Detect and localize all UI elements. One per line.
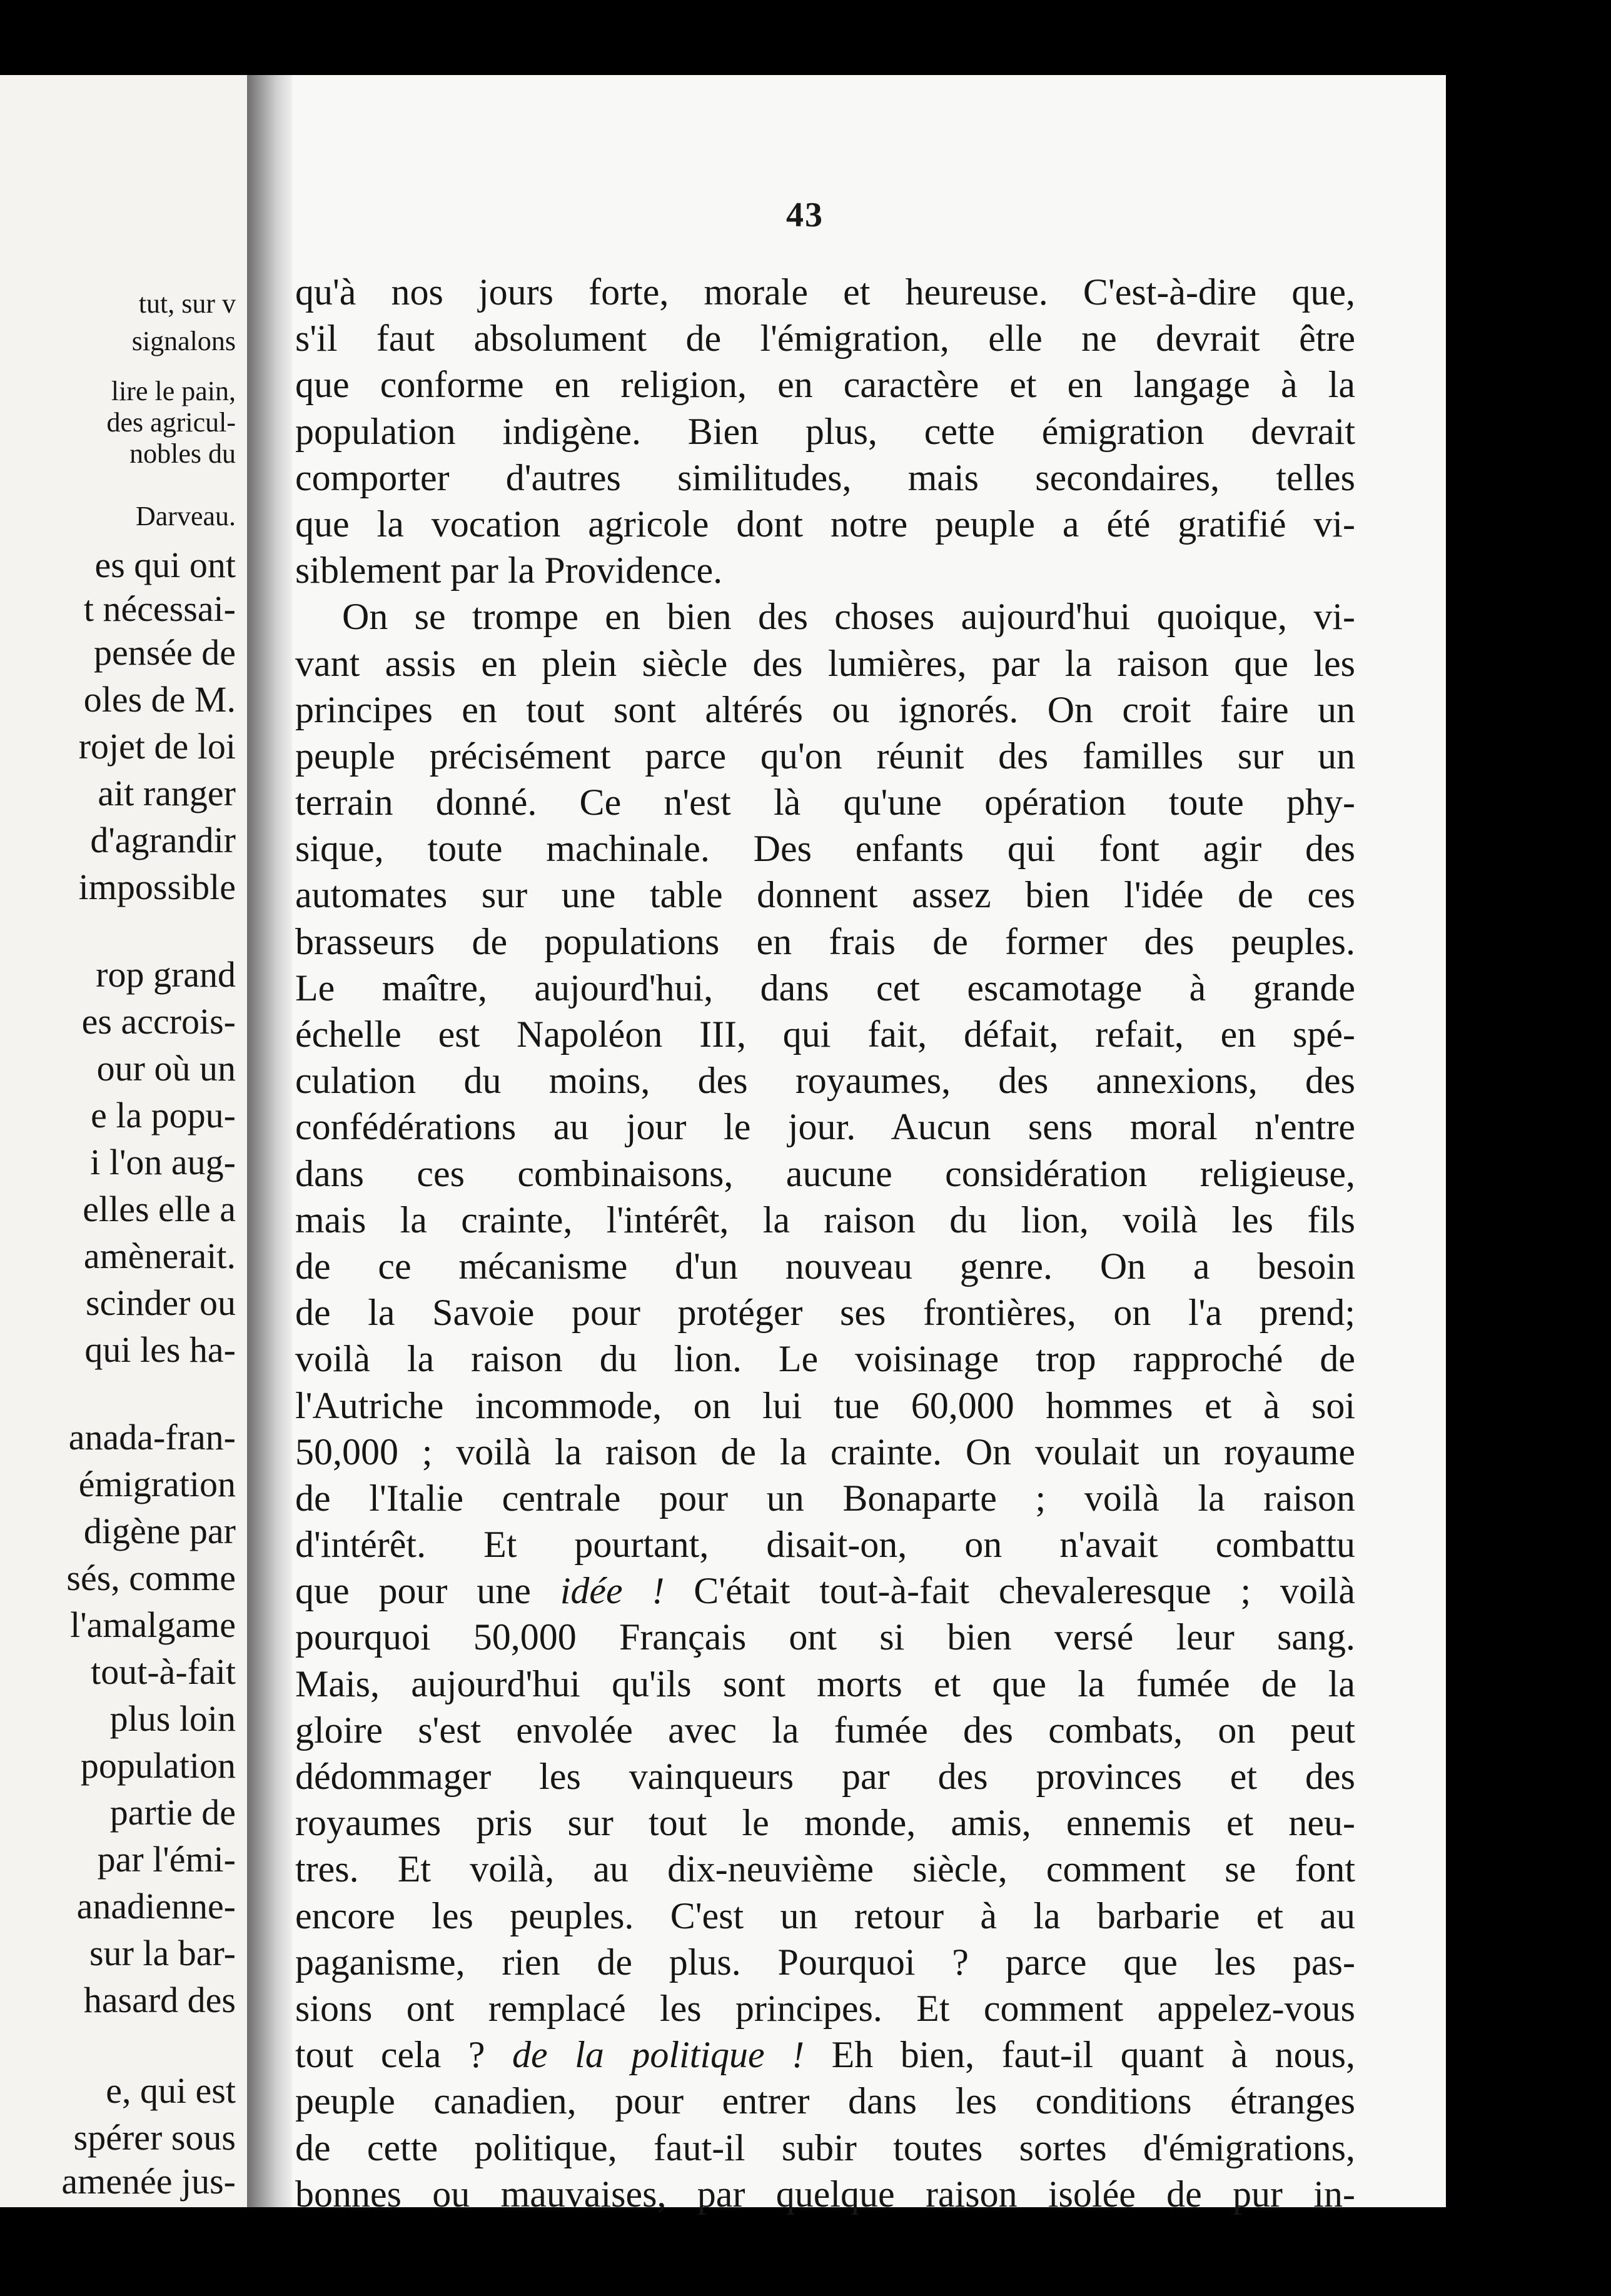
text-line: On se trompe en bien des choses aujourd'hui quoique, vi- bbox=[342, 596, 1355, 638]
left-page-fragment: i l'on aug- bbox=[90, 1142, 236, 1182]
text-line: pourquoi 50,000 Français ont si bien versé leur sang. bbox=[295, 1616, 1355, 1658]
left-page-fragment: émigration bbox=[78, 1464, 236, 1504]
text-line bbox=[295, 1568, 1355, 1614]
left-page-fragment: lire le pain, bbox=[111, 376, 236, 406]
text-line: brasseurs de populations en frais de former des peuples. bbox=[295, 920, 1355, 962]
text-line: bonnes ou mauvaises, par quelque raison isolée de pur in- bbox=[295, 2173, 1355, 2215]
left-page-fragment: population bbox=[80, 1745, 236, 1786]
left-page-fragment: es accrois- bbox=[81, 1001, 236, 1042]
left-page-fragment: tout-à-fait bbox=[91, 1651, 236, 1692]
left-page-fragment: e la popu- bbox=[91, 1095, 236, 1135]
left-page-fragment: digène par bbox=[83, 1511, 236, 1551]
left-page-fragment: qui les ha- bbox=[84, 1329, 236, 1370]
text-line: que la vocation agricole dont notre peuple a été gratifié vi- bbox=[295, 503, 1355, 545]
left-page-fragment: nobles du bbox=[129, 438, 236, 469]
left-page-fragment: des agricul- bbox=[106, 407, 236, 438]
left-page-fragment: sur la bar- bbox=[89, 1933, 236, 1973]
text-segment: tout cela ? bbox=[295, 2034, 513, 2076]
text-line: tres. Et voilà, au dix-neuvième siècle, comment se font bbox=[295, 1848, 1355, 1890]
left-page-fragment: tut, sur v bbox=[138, 288, 236, 319]
text-line: royaumes pris sur tout le monde, amis, ennemis et neu- bbox=[295, 1802, 1355, 1844]
text-line: dans ces combinaisons, aucune considération religieuse, bbox=[295, 1152, 1355, 1194]
text-line: Le maître, aujourd'hui, dans cet escamotage à grande bbox=[295, 967, 1355, 1009]
left-page-fragment: rop grand bbox=[96, 954, 236, 995]
text-line: vant assis en plein siècle des lumières, par la raison que les bbox=[295, 642, 1355, 684]
page-number: 43 bbox=[786, 196, 824, 234]
book-gutter bbox=[247, 75, 292, 2207]
left-page-fragment: anadienne- bbox=[76, 1886, 236, 1926]
left-page-fragment: elles elle a bbox=[83, 1189, 236, 1229]
text-segment: Eh bien, faut-il quant à nous, bbox=[804, 2034, 1355, 2076]
left-page-fragment: par l'émi- bbox=[97, 1839, 236, 1880]
text-line: que conforme en religion, en caractère et en langage à la bbox=[295, 364, 1355, 406]
body-text bbox=[295, 269, 1355, 2217]
text-line: Mais, aujourd'hui qu'ils sont morts et que la fumée de la bbox=[295, 1663, 1355, 1704]
text-line: automates sur une table donnent assez bien l'idée de ces bbox=[295, 874, 1355, 916]
left-page-fragment: es qui ont bbox=[94, 545, 236, 585]
left-page-edge bbox=[0, 75, 247, 2207]
left-page-fragment: amènerait. bbox=[83, 1236, 236, 1276]
text-line: comporter d'autres similitudes, mais secondaires, telles bbox=[295, 456, 1355, 498]
left-page-fragment: d'agrandir bbox=[90, 820, 236, 860]
text-line: siblement par la Providence. bbox=[295, 550, 723, 592]
italic-phrase: idée ! bbox=[560, 1570, 665, 1612]
left-page-fragment: oles de M. bbox=[83, 679, 236, 720]
text-line: échelle est Napoléon III, qui fait, défait, refait, en spé- bbox=[295, 1014, 1355, 1055]
text-segment: que pour une bbox=[295, 1570, 560, 1612]
text-line: voilà la raison du lion. Le voisinage trop rapproché de bbox=[295, 1338, 1355, 1380]
text-line: peuple canadien, pour entrer dans les conditions étranges bbox=[295, 2080, 1355, 2122]
text-line: sions ont remplacé les principes. Et comment appelez-vous bbox=[295, 1987, 1355, 2029]
text-line: l'Autriche incommode, on lui tue 60,000 hommes et à soi bbox=[295, 1384, 1355, 1426]
text-line: de ce mécanisme d'un nouveau genre. On a besoin bbox=[295, 1245, 1355, 1287]
text-line: gloire s'est envolée avec la fumée des combats, on peut bbox=[295, 1709, 1355, 1751]
text-line: confédérations au jour le jour. Aucun sens moral n'entre bbox=[295, 1106, 1355, 1148]
text-line: 50,000 ; voilà la raison de la crainte. On voulait un royaume bbox=[295, 1431, 1355, 1473]
text-line: sique, toute machinale. Des enfants qui font agir des bbox=[295, 828, 1355, 870]
text-line: terrain donné. Ce n'est là qu'une opération toute phy- bbox=[295, 782, 1355, 823]
text-segment: C'était tout-à-fait chevaleresque ; voilà bbox=[664, 1570, 1355, 1612]
left-page-fragment: signalons bbox=[131, 326, 236, 356]
left-page-fragment: sés, comme bbox=[66, 1558, 236, 1598]
italic-phrase: de la politique ! bbox=[512, 2034, 805, 2076]
left-page-fragment: rojet de loi bbox=[78, 726, 236, 767]
text-line: mais la crainte, l'intérêt, la raison du lion, voilà les fils bbox=[295, 1199, 1355, 1241]
left-page-fragment: hasard des bbox=[83, 1980, 236, 2020]
text-line: qu'à nos jours forte, morale et heureuse. C'est-à-dire que, bbox=[295, 271, 1355, 313]
left-page-fragment: e, qui est bbox=[106, 2070, 236, 2111]
text-line: de cette politique, faut-il subir toutes sortes d'émigrations, bbox=[295, 2127, 1355, 2168]
text-line: paganisme, rien de plus. Pourquoi ? parce que les pas- bbox=[295, 1941, 1355, 1983]
left-page-fragment: Darveau. bbox=[135, 501, 236, 531]
text-line bbox=[295, 2032, 1355, 2078]
text-line: s'il faut absolument de l'émigration, elle ne devrait être bbox=[295, 318, 1355, 360]
left-page-fragment: l'amalgame bbox=[70, 1604, 236, 1645]
left-page-fragment: anada-fran- bbox=[68, 1417, 236, 1458]
text-line: principes en tout sont altérés ou ignorés. On croit faire un bbox=[295, 688, 1355, 730]
text-line: dédommager les vainqueurs par des provinces et des bbox=[295, 1756, 1355, 1797]
left-page-fragment: amenée jus- bbox=[61, 2161, 236, 2202]
text-line: de l'Italie centrale pour un Bonaparte ; voilà la raison bbox=[295, 1477, 1355, 1519]
left-page-fragment: scinder ou bbox=[86, 1282, 236, 1323]
left-page-fragment: impossible bbox=[78, 867, 236, 907]
left-page-fragment: our où un bbox=[96, 1048, 236, 1089]
left-page-fragment: pensée de bbox=[93, 632, 236, 673]
text-line: peuple précisément parce qu'on réunit des familles sur un bbox=[295, 735, 1355, 777]
text-line: population indigène. Bien plus, cette émigration devrait bbox=[295, 410, 1355, 452]
left-page-fragment: spérer sous bbox=[73, 2117, 236, 2158]
left-page-fragment: partie de bbox=[109, 1792, 236, 1833]
left-page-fragment: ait ranger bbox=[98, 773, 236, 813]
left-page-fragment: plus loin bbox=[109, 1698, 236, 1739]
text-line: d'intérêt. Et pourtant, disait-on, on n'avait combattu bbox=[295, 1524, 1355, 1566]
text-line: encore les peuples. C'est un retour à la barbarie et au bbox=[295, 1895, 1355, 1936]
text-line: culation du moins, des royaumes, des annexions, des bbox=[295, 1060, 1355, 1102]
text-line: de la Savoie pour protéger ses frontières, on l'a prend; bbox=[295, 1292, 1355, 1334]
left-page-fragment: t nécessai- bbox=[83, 588, 236, 629]
